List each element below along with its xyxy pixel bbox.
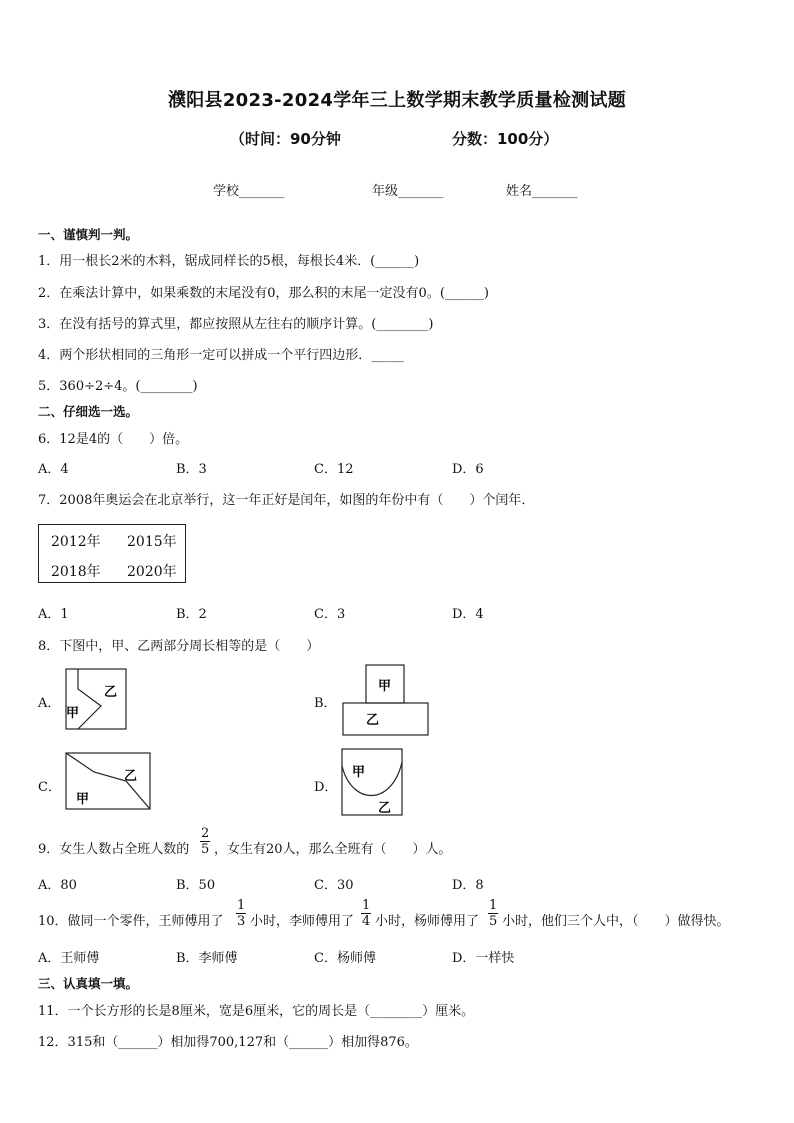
question-10-part-4: 小时，他们三个人中，（ ）做得快。 [502, 914, 730, 929]
question-6: 6．12是4的（ ）倍。 [38, 432, 189, 447]
q10-f3-denominator: 5 [489, 914, 498, 929]
section-3-heading: 三、认真填一填。 [38, 976, 139, 991]
q8c-yi: 乙 [124, 769, 138, 784]
q7-option-d: D．4 [452, 607, 484, 622]
q10-option-c: C．杨师傅 [314, 951, 376, 966]
q7-option-b: B．2 [176, 607, 207, 622]
q6-option-a: A．4 [38, 462, 69, 477]
q6-option-d: D．6 [452, 462, 484, 477]
q8-figure-b [338, 660, 432, 740]
q8b-yi: 乙 [366, 713, 380, 728]
q9-numerator: 2 [201, 826, 210, 841]
q8-figure-d [336, 744, 408, 820]
q10-f2-numerator: 1 [362, 898, 371, 913]
q10-fraction-2 [361, 898, 371, 929]
section-2-heading: 二、仔细选一选。 [38, 404, 139, 419]
q7-option-c: C．3 [314, 607, 346, 622]
q6-option-b: B．3 [176, 462, 207, 477]
question-7: 7．2008年奥运会在北京举行，这一年正好是闰年，如图的年份中有（ ）个闰年． [38, 493, 535, 508]
q10-option-b: B．李师傅 [176, 951, 238, 966]
section-1-heading: 一、谨慎判一判。 [38, 227, 139, 242]
question-10-part-2: 小时，李师傅用了 [250, 914, 355, 929]
q9-option-d: D．8 [452, 878, 484, 893]
q8b-jia: 甲 [378, 679, 392, 694]
q10-fraction-1 [236, 898, 246, 929]
q9-option-a: A．80 [38, 878, 77, 893]
grade-field: 年级_______ [372, 184, 444, 199]
question-10-part-1: 10．做同一个零件，王师傅用了 [38, 914, 224, 929]
q8-label-a: A． [38, 696, 61, 711]
question-12: 12．315和（______）相加得700,127和（______）相加得876。 [38, 1035, 418, 1050]
q8-figure-a [60, 664, 132, 734]
year-2020: 2020年 [127, 564, 177, 580]
q8-figure-c [60, 748, 156, 814]
question-1: 1．用一根长2米的木料，锯成同样长的5根，每根长4米．(______) [38, 254, 420, 269]
q10-f3-numerator: 1 [489, 898, 498, 913]
q8-label-d: D． [314, 780, 338, 795]
exam-score: 分数：100分） [452, 130, 559, 148]
year-table [38, 524, 186, 583]
question-4: 4．两个形状相同的三角形一定可以拼成一个平行四边形．_____ [38, 348, 404, 363]
year-2015: 2015年 [127, 534, 177, 550]
q9-fraction [200, 826, 210, 857]
q7-option-a: A．1 [38, 607, 69, 622]
q8-label-b: B． [314, 696, 337, 711]
question-8: 8．下图中，甲、乙两部分周长相等的是（ ） [38, 639, 320, 654]
q9-option-c: C．30 [314, 878, 354, 893]
question-11: 11．一个长方形的长是8厘米，宽是6厘米，它的周长是（________）厘米。 [38, 1004, 475, 1019]
q8c-jia: 甲 [76, 792, 90, 807]
q9-denominator: 5 [201, 842, 210, 857]
q8-label-c: C． [38, 780, 61, 795]
question-10-part-3: 小时，杨师傅用了 [375, 914, 480, 929]
year-2012: 2012年 [51, 534, 101, 550]
exam-title: 濮阳县2023-2024学年三上数学期末教学质量检测试题 [167, 90, 627, 111]
q9-option-b: B．50 [176, 878, 216, 893]
question-9-part-1: 9．女生人数占全班人数的 [38, 842, 190, 857]
q8a-yi: 乙 [104, 685, 118, 700]
question-3: 3．在没有括号的算式里，都应按照从左往右的顺序计算。(________) [38, 317, 434, 332]
q6-option-c: C．12 [314, 462, 354, 477]
q10-f1-numerator: 1 [237, 898, 246, 913]
question-2: 2．在乘法计算中，如果乘数的末尾没有0，那么积的末尾一定没有0。(______) [38, 286, 489, 301]
q10-f1-denominator: 3 [237, 914, 246, 929]
q10-fraction-3 [488, 898, 498, 929]
school-field: 学校_______ [213, 184, 285, 199]
question-9-part-2: ，女生有20人，那么全班有（ ）人。 [214, 842, 452, 857]
question-5: 5．360÷2÷4。(________) [38, 379, 198, 394]
q10-f2-denominator: 4 [362, 914, 371, 929]
year-2018: 2018年 [51, 564, 101, 580]
q10-option-a: A．王师傅 [38, 951, 100, 966]
name-field: 姓名_______ [506, 184, 578, 199]
q10-option-d: D．一样快 [452, 951, 515, 966]
q8a-jia: 甲 [66, 706, 80, 721]
q8d-jia: 甲 [352, 765, 366, 780]
exam-time: （时间：90分钟 [230, 130, 341, 148]
q8d-yi: 乙 [378, 801, 392, 816]
